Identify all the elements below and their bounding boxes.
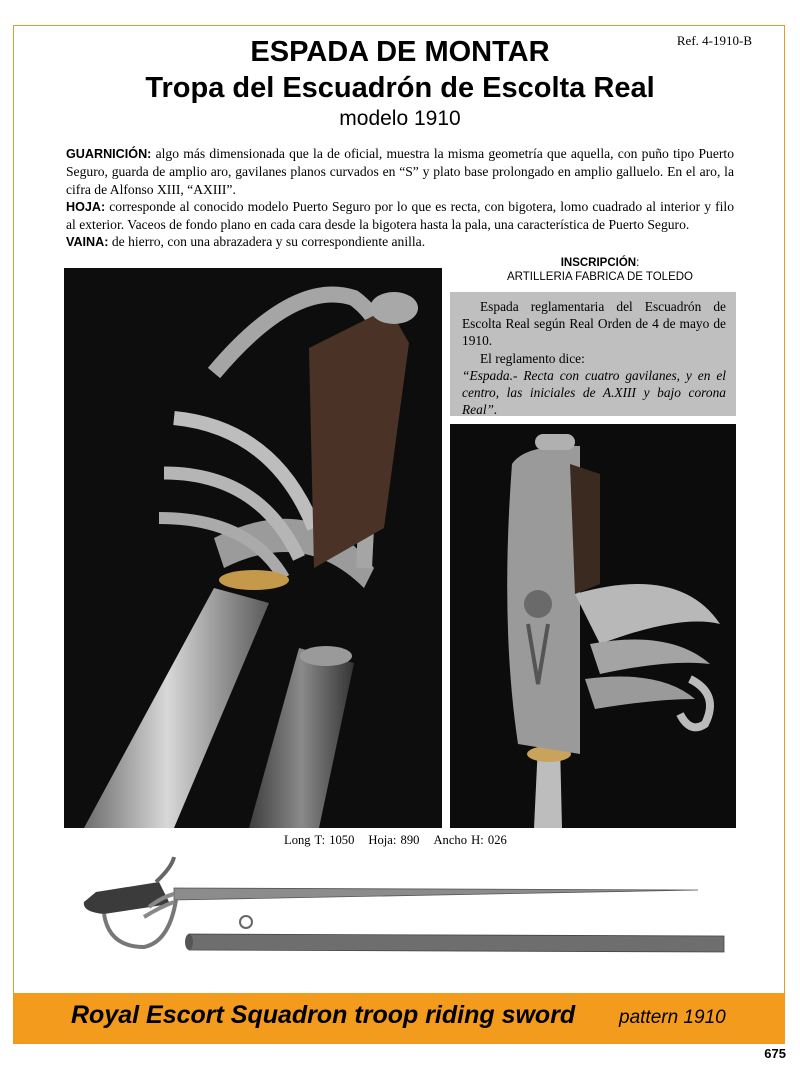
vaina-paragraph [66, 233, 734, 251]
hilt-illustration [64, 268, 442, 828]
model-year: modelo 1910 [339, 107, 461, 130]
guarnicion-paragraph [66, 145, 734, 198]
note-paragraph-1: Espada reglamentaria del Escuadrón de Escolta Real según Real Orden de 4 de mayo de 1910. [462, 299, 726, 349]
page-number: 675 [764, 1046, 786, 1061]
blade-width: Ancho H: 026 [433, 833, 507, 847]
regulation-note-box [450, 292, 736, 416]
hoja-label: HOJA: [66, 199, 106, 214]
page-subtitle: Tropa del Escuadrón de Escolta Real [145, 72, 655, 104]
reference-number: Ref. 4-1910-B [676, 33, 752, 48]
guarnicion-label: GUARNICIÓN: [66, 147, 152, 161]
description-block [66, 145, 734, 252]
footer-subtitle: pattern 1910 [619, 1007, 726, 1028]
inscription-value: ARTILLERIA FABRICA DE TOLEDO [507, 271, 693, 283]
page-title: ESPADA DE MONTAR [250, 36, 550, 68]
blade-length: Hoja: 890 [368, 833, 420, 847]
guard-cipher-illustration [450, 424, 736, 828]
footer-banner [14, 993, 785, 1043]
hoja-text: corresponde al conocido modelo Puerto Seguro por lo que es recta, con bigotera, lomo cuadrado al interior y filo al exterior. Vaceos de fondo plano en cada cara desde la bigotera hasta la pala, una característica de Puerto Seguro. [66, 198, 734, 233]
dimensions-line [284, 833, 521, 848]
vaina-text: de hierro, con una abrazadera y su correspondiente anilla. [108, 234, 426, 250]
hoja-paragraph [66, 198, 734, 234]
full-sword-and-scabbard-illustration [64, 852, 744, 982]
note-paragraph-2: El reglamento dice: [480, 350, 585, 366]
guarnicion-text: algo más dimensionada que la de oficial, muestra la misma geometría que aquella, con puño tipo Puerto Seguro, guarda de amplio aro, gavilanes planos curvados en “S” y plato base prolongado en amplio galluelo. En el aro, la cifra de Alfonso XIII, “AXIII”. [66, 146, 734, 197]
hilt-photo-right [450, 424, 736, 828]
footer-title: Royal Escort Squadron troop riding sword [71, 1001, 576, 1029]
vaina-label: VAINA: [66, 235, 109, 250]
length-total: Long T: 1050 [284, 833, 355, 847]
inscription-heading: INSCRIPCIÓN: [560, 257, 640, 269]
hilt-photo-left [64, 268, 442, 828]
note-quote: “Espada.- Recta con cuatro gavilanes, y en el centro, las iniciales de A.XIII y bajo corona Real”. [462, 367, 726, 418]
